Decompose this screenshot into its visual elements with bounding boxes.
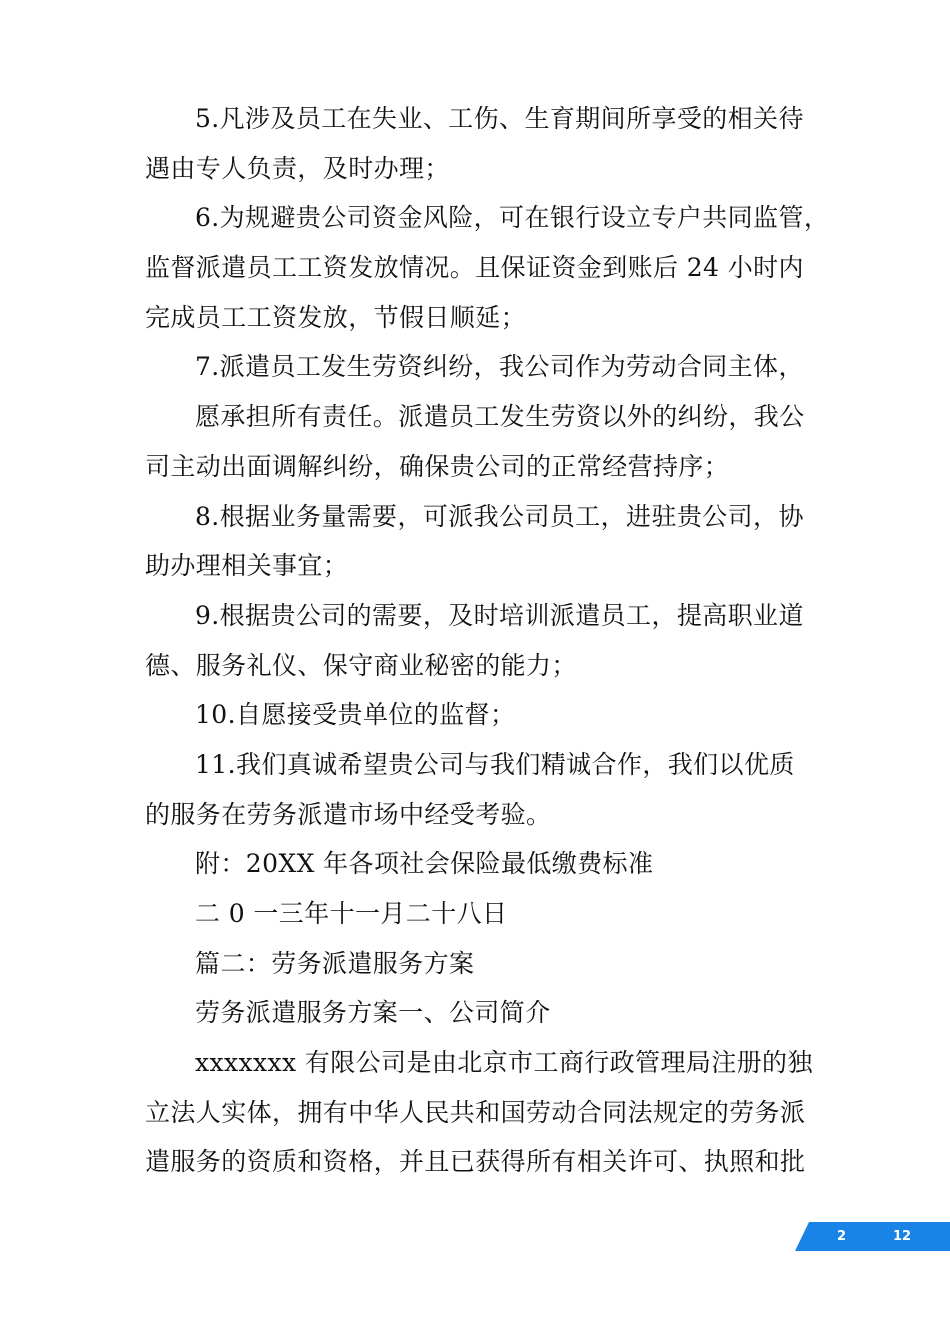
text-line: 愿承担所有责任。派遣员工发生劳资以外的纠纷，我公: [195, 402, 805, 432]
page-band-shape: [795, 1222, 950, 1251]
text-line: 二 0 一三年十一月二十八日: [195, 899, 508, 928]
text-line: 5.凡涉及员工在失业、工伤、生育期间所享受的相关待: [195, 104, 804, 133]
text-line: 附：20XX 年各项社会保险最低缴费标准: [195, 849, 654, 879]
text-line: 11.我们真诚希望贵公司与我们精诚合作，我们以优质: [195, 749, 795, 779]
text-line: 遣服务的资质和资格，并且已获得所有相关许可、执照和批: [145, 1147, 806, 1177]
text-line: xxxxxxx 有限公司是由北京市工商行政管理局注册的独: [195, 1048, 813, 1078]
text-line: 立法人实体，拥有中华人民共和国劳动合同法规定的劳务派: [145, 1097, 806, 1127]
text-line: 助办理相关事宜；: [145, 551, 349, 581]
text-line: 完成员工工资发放，节假日顺延；: [145, 302, 527, 332]
document-body: [145, 94, 830, 1187]
page-number-band: [795, 1222, 950, 1251]
text-line: 8.根据业务量需要，可派我公司员工，进驻贵公司，协: [195, 501, 804, 531]
total-page-count: 12: [893, 1229, 912, 1244]
text-line: 10.自愿接受贵单位的监督；: [195, 700, 516, 730]
text-line: 遇由专人负责，及时办理；: [145, 153, 450, 183]
text-line: 9.根据贵公司的需要，及时培训派遣员工，提高职业道: [195, 600, 804, 630]
current-page-number: 2: [837, 1229, 847, 1244]
text-line: 7.派遣员工发生劳资纠纷，我公司作为劳动合同主体，: [195, 352, 804, 382]
text-line: 司主动出面调解纠纷，确保贵公司的正常经营持序；: [145, 451, 730, 481]
text-line: 的服务在劳务派遣市场中经受考验。: [145, 799, 552, 829]
text-line: 劳务派遣服务方案一、公司简介: [195, 998, 551, 1028]
text-line: 篇二：劳务派遣服务方案: [195, 948, 475, 978]
text-line: 监督派遣员工工资发放情况。且保证资金到账后 24 小时内: [145, 253, 804, 283]
text-line: 德、服务礼仪、保守商业秘密的能力；: [145, 650, 577, 680]
text-line: 6.为规避贵公司资金风险，可在银行设立专户共同监管，: [195, 203, 830, 233]
